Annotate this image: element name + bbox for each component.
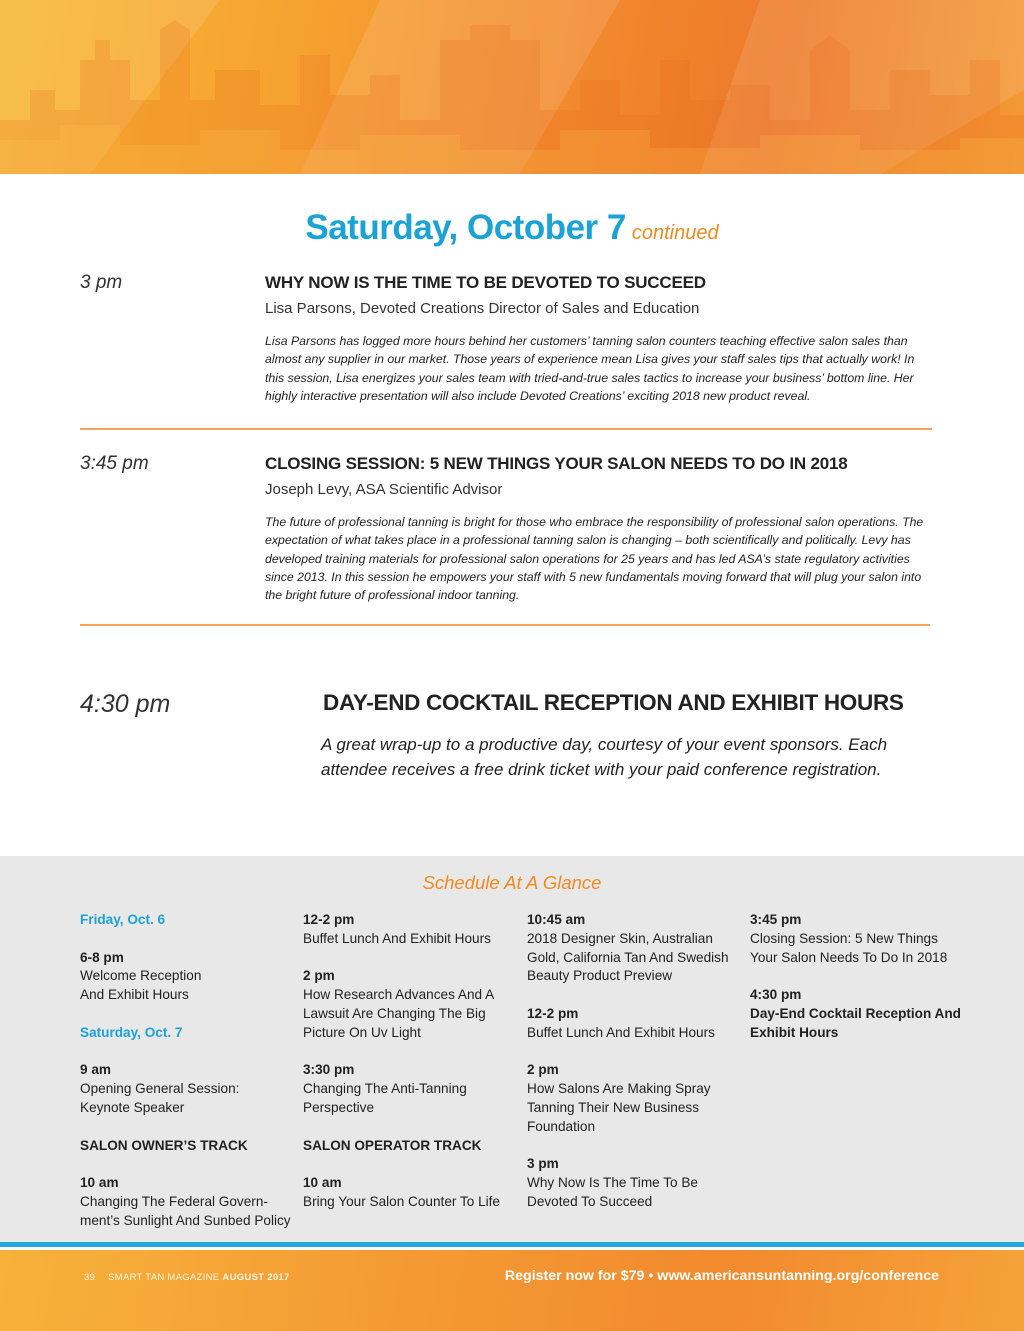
glance-time: 12-2 pm <box>303 912 355 927</box>
divider <box>80 624 930 626</box>
glance-item: Changing The Anti-Tanning <box>303 1081 467 1097</box>
glance-item: 2018 Designer Skin, Australian <box>527 930 713 946</box>
glance-item: Perspective <box>303 1099 375 1115</box>
session-speaker: Lisa Parsons, Devoted Creations Director of Sales and Education <box>265 300 700 317</box>
page-heading <box>0 208 1024 248</box>
glance-item: How Salons Are Making Spray <box>527 1081 711 1097</box>
glance-item: Beauty Product Preview <box>527 968 673 984</box>
footer-folio <box>84 1272 290 1283</box>
glance-time: 10:45 am <box>527 912 586 927</box>
glance-item: ment’s Sunlight And Sunbed Policy <box>80 1212 291 1228</box>
glance-item: Your Salon Needs To Do In 2018 <box>750 949 948 965</box>
issue-date: AUGUST 2017 <box>222 1272 290 1283</box>
glance-item: Day-End Cocktail Reception And <box>750 1005 961 1021</box>
glance-item: Buffet Lunch And Exhibit Hours <box>303 930 491 946</box>
glance-time: 2 pm <box>303 968 335 984</box>
glance-column-3 <box>527 911 742 1212</box>
session-description: The future of professional tanning is bright for those who embrace the responsibility of professional salon operations. The expectation of what takes place in a professional tanning salon is changing – both scientifically and politically. Levy has developed training materials for professional salon operations for 25 years and has led ASA’s state regulatory activities since 2013. In this session he empowers your staff with 5 new fundamentals moving forward that will plug your salon into the bright future of professional indoor tanning. <box>265 515 924 603</box>
glance-column-1 <box>80 911 295 1231</box>
glance-item: Foundation <box>527 1118 596 1134</box>
glance-time: 3:45 pm <box>750 912 802 927</box>
glance-day: Saturday, Oct. 7 <box>80 1024 183 1040</box>
glance-time: 6-8 pm <box>80 949 124 965</box>
session-time: 3 pm <box>80 272 123 293</box>
glance-item: Opening General Session: <box>80 1081 240 1097</box>
glance-item: Gold, California Tan And Swedish <box>527 949 729 965</box>
glance-track: SALON OPERATOR TRACK <box>303 1137 482 1153</box>
glance-item: And Exhibit Hours <box>80 987 189 1003</box>
reception-time: 4:30 pm <box>80 690 171 718</box>
glance-column-4 <box>750 911 965 1043</box>
glance-item: Keynote Speaker <box>80 1099 185 1115</box>
glance-time: 9 am <box>80 1062 111 1078</box>
glance-day: Friday, Oct. 6 <box>80 912 166 927</box>
glance-item: Exhibit Hours <box>750 1024 839 1040</box>
glance-item: Tanning Their New Business <box>527 1099 700 1115</box>
glance-time: 10 am <box>303 1175 342 1191</box>
glance-item: Changing The Federal Govern- <box>80 1193 268 1209</box>
session-title: WHY NOW IS THE TIME TO BE DEVOTED TO SUCCEED <box>265 273 706 292</box>
glance-item: Devoted To Succeed <box>527 1193 653 1209</box>
glance-time: 3:30 pm <box>303 1062 355 1078</box>
header-banner <box>0 0 1024 174</box>
city-skyline-graphic <box>0 0 1024 174</box>
glance-time: 3 pm <box>527 1156 559 1172</box>
session-time: 3:45 pm <box>80 453 149 474</box>
glance-item: Welcome Reception <box>80 968 202 984</box>
glance-time: 4:30 pm <box>750 987 802 1003</box>
glance-item: Picture On Uv Light <box>303 1024 421 1040</box>
glance-time: 10 am <box>80 1175 119 1191</box>
magazine-name: SMART TAN MAGAZINE <box>108 1272 220 1283</box>
glance-item: Closing Session: 5 New Things <box>750 930 938 946</box>
glance-time: 2 pm <box>527 1062 559 1078</box>
session-title: CLOSING SESSION: 5 NEW THINGS YOUR SALON NEEDS TO DO IN 2018 <box>265 454 848 473</box>
glance-column-2 <box>303 911 518 1212</box>
schedule-at-a-glance <box>0 856 1024 1242</box>
register-link[interactable]: Register now for $79 • www.americansuntanning.org/conference <box>504 1268 939 1284</box>
reception-description: A great wrap-up to a productive day, courtesy of your event sponsors. Each attendee receives a free drink ticket with your paid conference registration. <box>321 735 888 779</box>
day-title: Saturday, October 7 <box>305 208 626 247</box>
divider <box>80 428 932 430</box>
glance-track: SALON OWNER’S TRACK <box>80 1137 248 1153</box>
glance-item: Buffet Lunch And Exhibit Hours <box>527 1024 715 1040</box>
glance-time: 12-2 pm <box>527 1005 579 1021</box>
session-description: Lisa Parsons has logged more hours behind her customers’ tanning salon counters teaching effective salon sales than almost any supplier in our market. Those years of experience mean Lisa gives your staff sales tips that actually work! In this session, Lisa energizes your sales team with tried-and-true sales tactics to increase your business’ bottom line. Her highly interactive presentation will also include Devoted Creations’ exciting 2018 new product reveal. <box>265 334 915 403</box>
page-number: 39 <box>84 1272 96 1283</box>
session-speaker: Joseph Levy, ASA Scientific Advisor <box>265 481 503 498</box>
glance-title: Schedule At A Glance <box>422 872 602 893</box>
glance-item: Bring Your Salon Counter To Life <box>303 1193 500 1209</box>
glance-item: Lawsuit Are Changing The Big <box>303 1005 486 1021</box>
continued-label: continued <box>631 222 719 244</box>
glance-item: How Research Advances And A <box>303 987 495 1003</box>
page-footer <box>0 1250 1024 1331</box>
glance-item: Why Now Is The Time To Be <box>527 1175 698 1191</box>
reception-title: DAY-END COCKTAIL RECEPTION AND EXHIBIT HOURS <box>323 690 904 715</box>
